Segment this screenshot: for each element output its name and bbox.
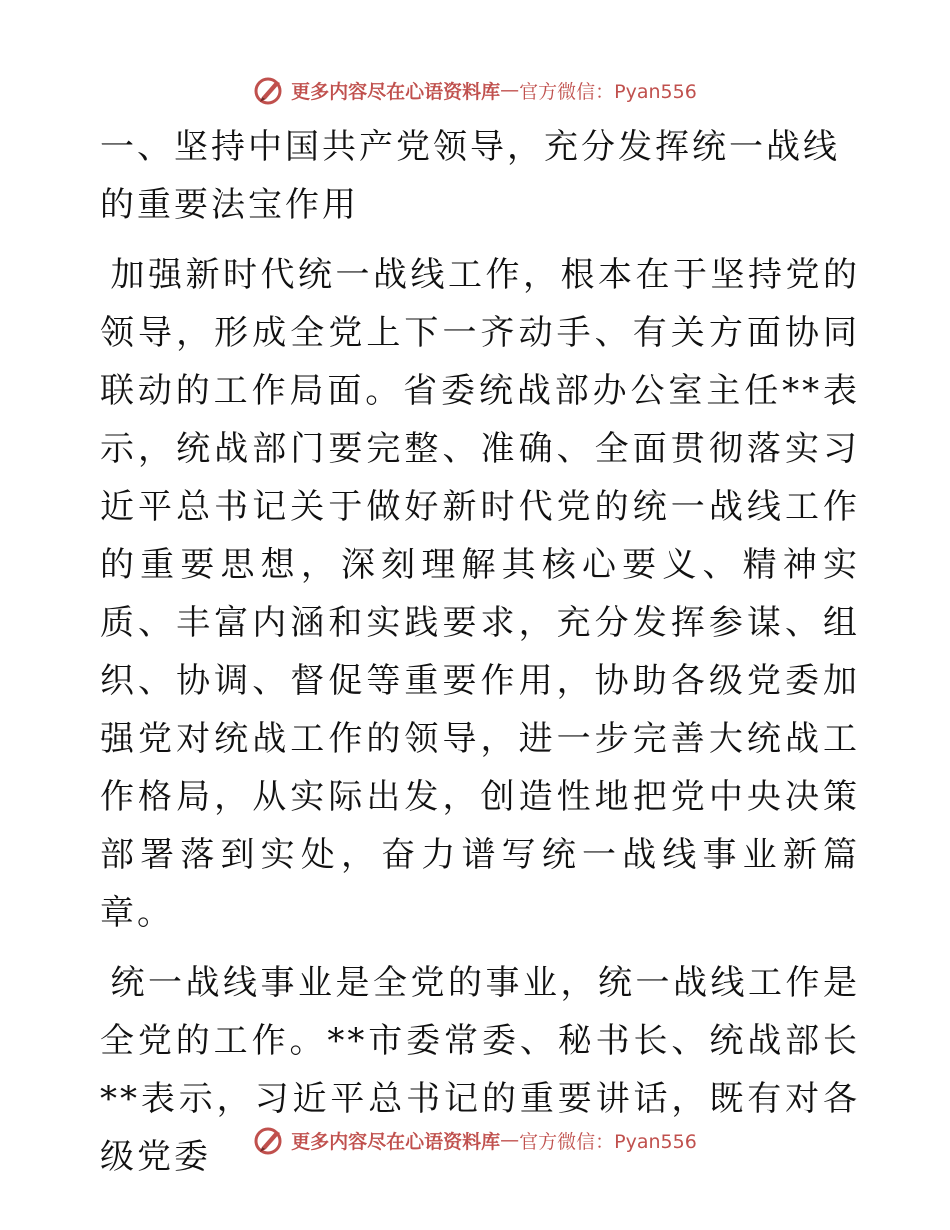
paragraph-2-text: 统一战线事业是全党的事业，统一战线工作是全党的工作。**市委常委、秘书长、统战部长**表示，习近平总书记的重要讲话，既有对各级党委: [100, 963, 860, 1177]
watermark-banner-bottom: [0, 1120, 950, 1160]
watermark-main-text: 更多内容尽在心语资料库: [291, 80, 501, 103]
pen-logo-icon: [253, 1124, 285, 1156]
watermark-separator: —: [500, 79, 520, 101]
watermark-separator: —: [500, 1129, 520, 1151]
paragraph-1: [100, 246, 860, 942]
document-body: [100, 118, 860, 1198]
watermark-main-text: 更多内容尽在心语资料库: [291, 1130, 501, 1153]
section-heading: 一、坚持中国共产党领导，充分发挥统一战线的重要法宝作用: [100, 127, 840, 225]
watermark-wechat-text: 官方微信：Pyan556: [519, 1130, 697, 1153]
watermark-banner-top: [0, 70, 950, 110]
pen-logo-icon: [253, 74, 285, 106]
watermark-wechat-text: 官方微信：Pyan556: [519, 80, 697, 103]
paragraph-1-text: 加强新时代统一战线工作，根本在于坚持党的领导，形成全党上下一齐动手、有关方面协同联动的工作局面。省委统战部办公室主任**表示，统战部门要完整、准确、全面贯彻落实习近平总书记关于做好新时代党的统一战线工作的重要思想，深刻理解其核心要义、精神实质、丰富内涵和实践要求，充分发挥参谋、组织、协调、督促等重要作用，协助各级党委加强党对统战工作的领导，进一步完善大统战工作格局，从实际出发，创造性地把党中央决策部署落到实处，奋力谱写统一战线事业新篇章。: [100, 255, 860, 933]
